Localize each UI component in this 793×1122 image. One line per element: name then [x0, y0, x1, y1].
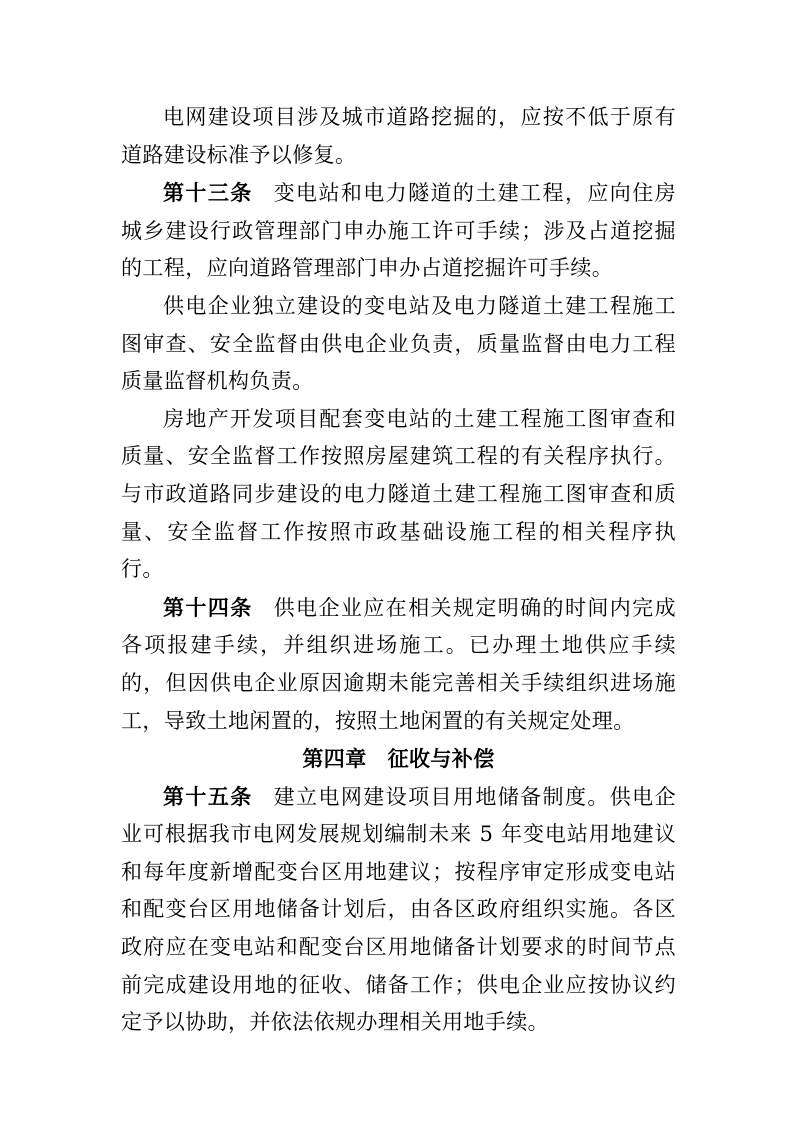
article-13-label: 第十三条: [163, 180, 253, 206]
article-13-text: 变电站和电力隧道的土建工程，应向住房城乡建设行政管理部门申办施工许可手续；涉及占道挖掘的工程，应向道路管理部门申办占道挖掘许可手续。: [121, 181, 676, 281]
article-15: [121, 778, 676, 1042]
article-14-text: 供电企业应在相关规定明确的时间内完成各项报建手续，并组织进场施工。已办理土地供应手续的，但因供电企业原因逾期未能完善相关手续组织进场施工，导致土地闲置的，按照土地闲置的有关规定处理。: [121, 595, 676, 733]
chapter-heading: [121, 740, 676, 778]
article-14-label: 第十四条: [163, 594, 253, 620]
paragraph-supervision: 供电企业独立建设的变电站及电力隧道土建工程施工图审查、安全监督由供电企业负责，质量监督由电力工程质量监督机构负责。: [121, 293, 676, 394]
article-15-text: 建立电网建设项目用地储备制度。供电企业可根据我市电网发展规划编制未来 5 年变电站用地建议和每年度新增配变台区用地建议；按程序审定形成变电站和配变台区用地储备计划后，由各区政府组织实施。各区政府应在变电站和配变台区用地储备计划要求的时间节点前完成建设用地的征收、储备工作；供电企业应按协议约定予以协助，并依法依规办理相关用地手续。: [121, 784, 676, 1035]
chapter-title: 征收与补偿: [387, 746, 495, 772]
article-13: [121, 174, 676, 288]
article-14: [121, 589, 676, 740]
document-page: [121, 99, 676, 1042]
chapter-number: 第四章: [302, 746, 367, 772]
article-15-label: 第十五条: [163, 783, 253, 809]
paragraph-real-estate: 房地产开发项目配套变电站的土建工程施工图审查和质量、安全监督工作按照房屋建筑工程的有关程序执行。与市政道路同步建设的电力隧道土建工程施工图审查和质量、安全监督工作按照市政基础设施工程的相关程序执行。: [121, 406, 676, 582]
paragraph-road-restoration: 电网建设项目涉及城市道路挖掘的，应按不低于原有道路建设标准予以修复。: [121, 105, 676, 167]
